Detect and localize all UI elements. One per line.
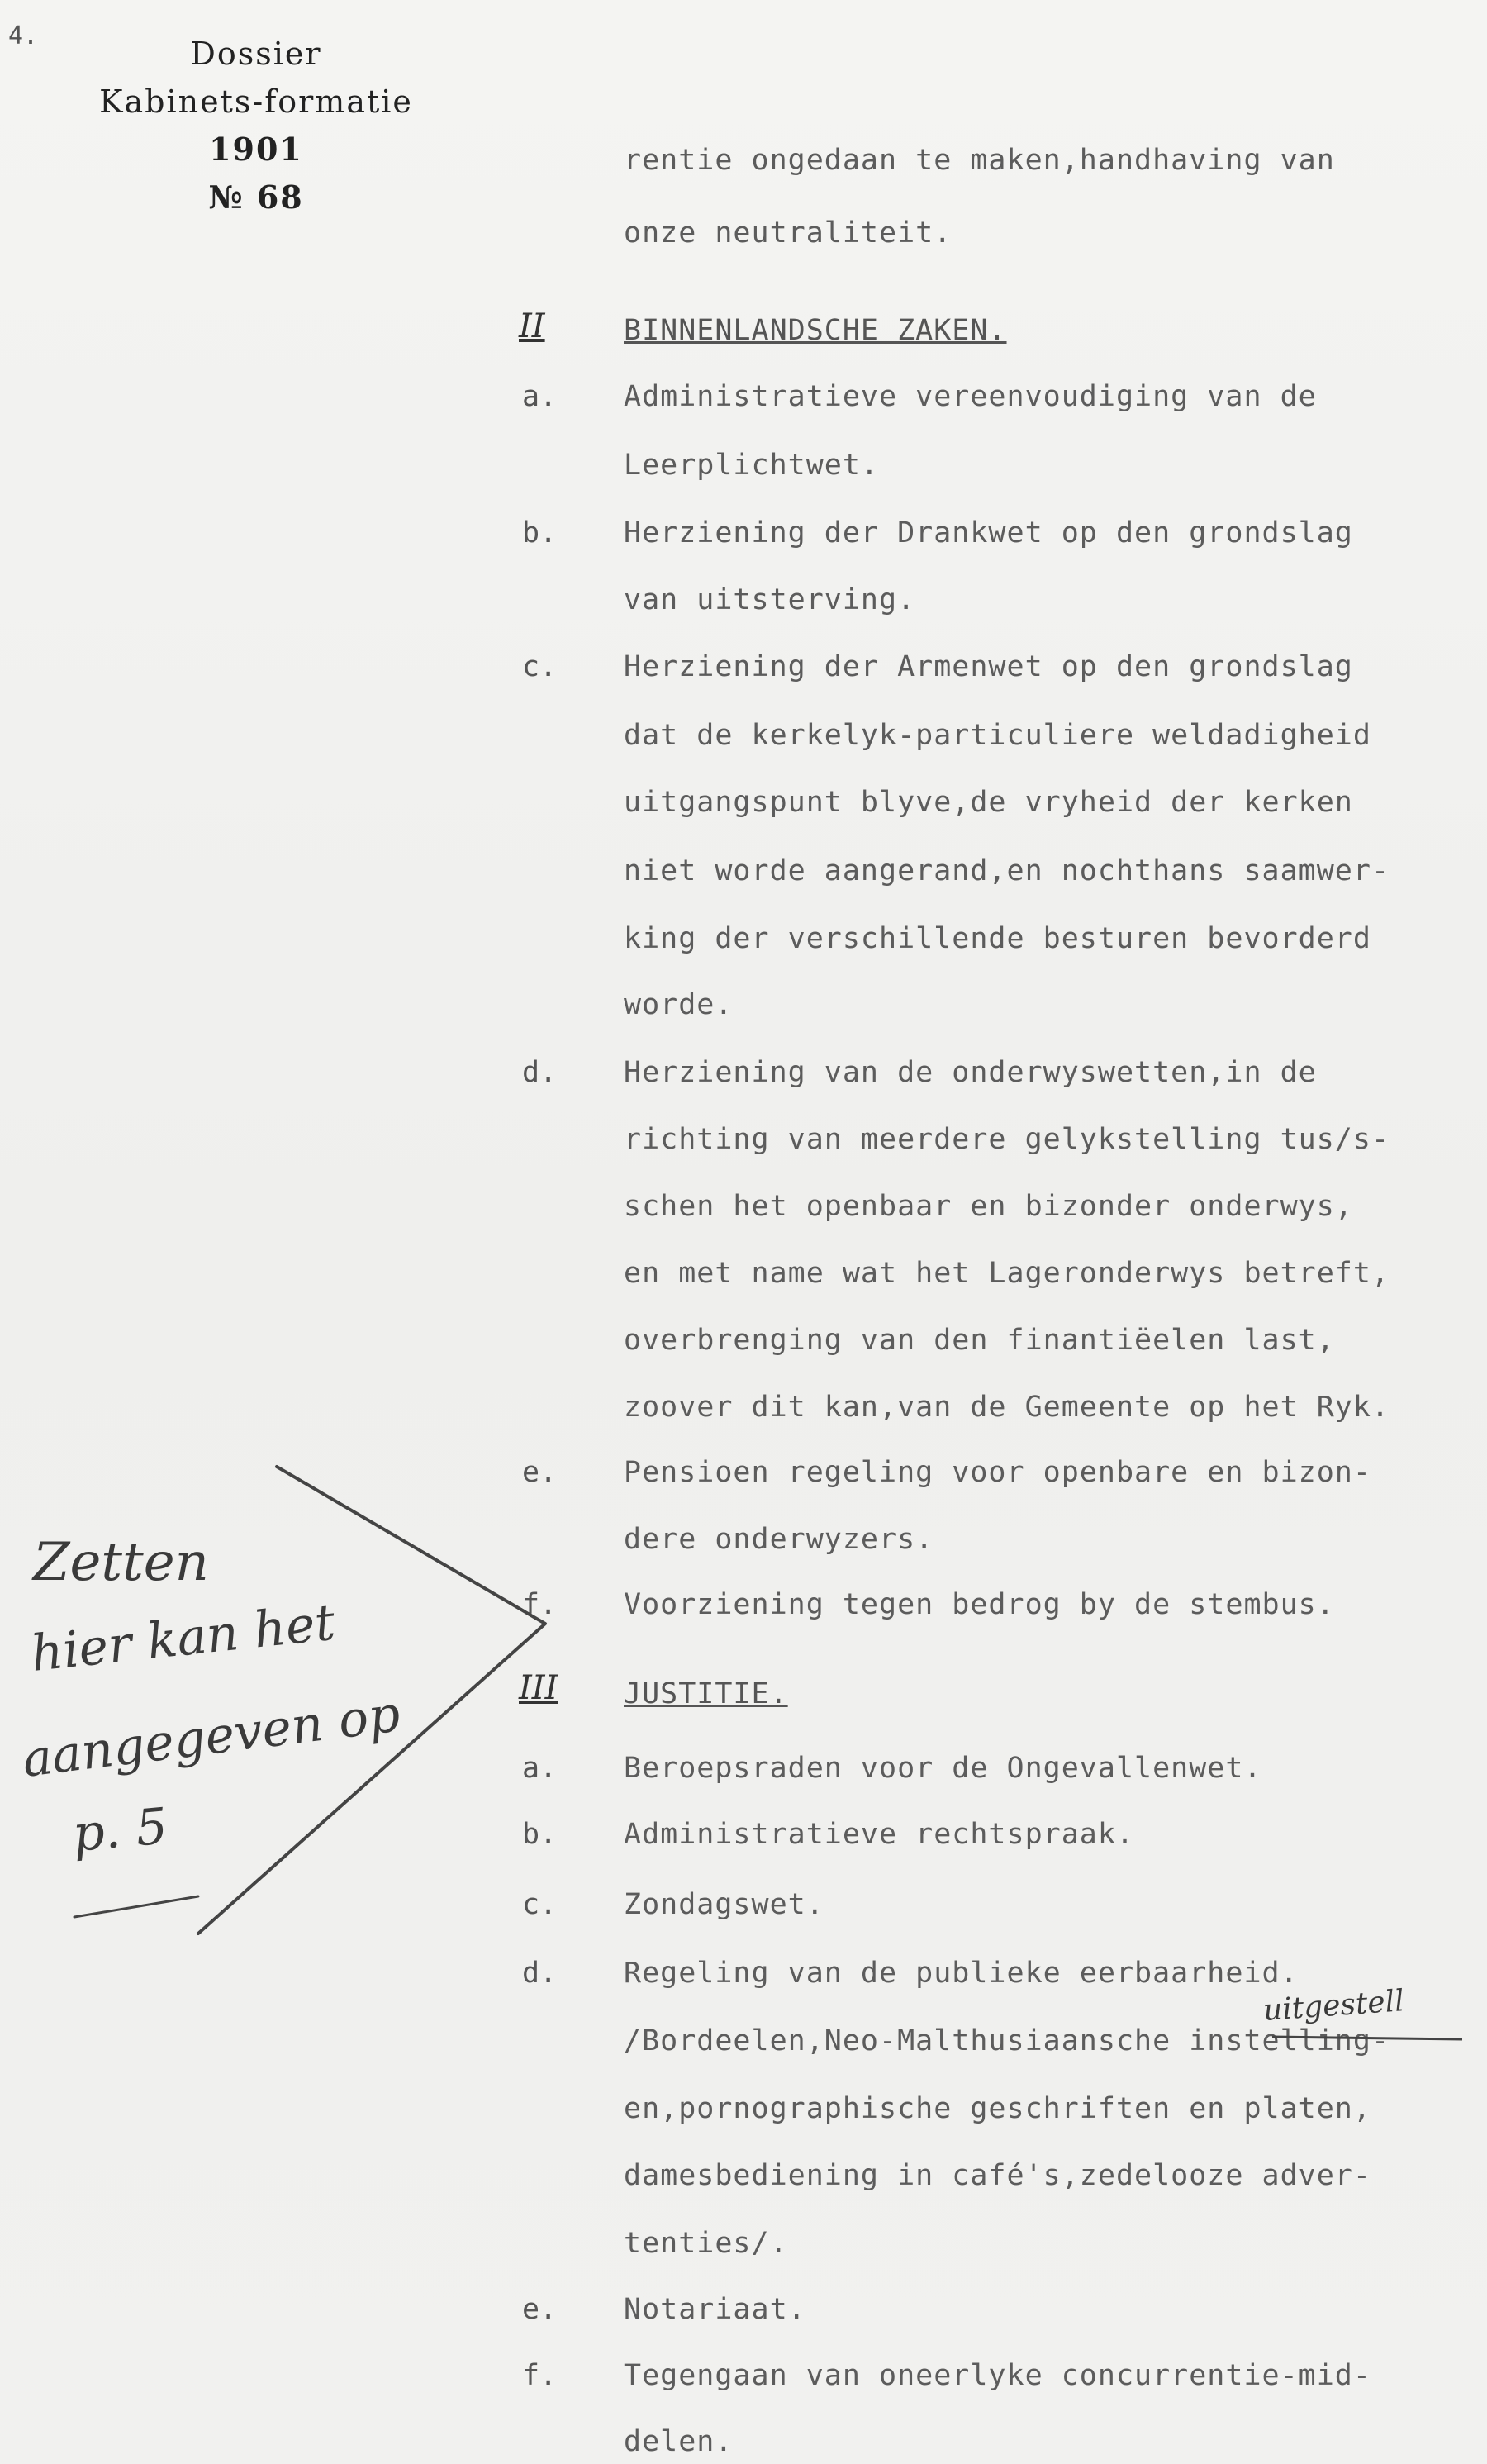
item-line: tenties/. [624,2227,788,2260]
item-letter: c. [522,650,558,683]
item-line: Voorziening tegen bedrog by de stembus. [624,1588,1335,1621]
item-line: dat de kerkelyk-particuliere weldadigheid [624,719,1371,752]
item-line: king der verschillende besturen bevorderd [624,922,1371,955]
item-line: Regeling van de publieke eerbaarheid. [624,1957,1299,1990]
underline-stroke-icon [74,1896,198,1917]
item-line: Herziening der Armenwet op den grondslag [624,650,1353,683]
stamp-line-year: 1901 [209,131,303,168]
stamp-line-dossier: Dossier [190,36,322,72]
item-line: worde. [624,988,734,1021]
item-letter: b. [522,1818,558,1851]
item-letter: c. [522,1888,558,1921]
item-line: Tegengaan van oneerlyke concurrentie-mid- [624,2359,1371,2392]
page-number: 4. [8,21,39,50]
stamp-line-kabinet: Kabinets-formatie [99,83,413,120]
item-line: Herziening van de onderwyswetten,in de [624,1056,1317,1089]
item-line: Herziening der Drankwet op den grondslag [624,516,1353,549]
strikethrough-icon [1272,2037,1462,2039]
item-line: Notariaat. [624,2293,806,2326]
item-line: en met name wat het Lageronderwys betreft, [624,1257,1390,1290]
item-letter: b. [522,516,558,549]
item-line: Beroepsraden voor de Ongevallenwet. [624,1752,1262,1785]
item-line: zoover dit kan,van de Gemeente op het Ryk. [624,1391,1390,1424]
section-numeral: III [519,1669,558,1707]
item-line: uitgangspunt blyve,de vryheid der kerken [624,786,1353,819]
item-letter: f. [522,2359,558,2392]
handwritten-correction: uitgestell [1261,1984,1406,2028]
item-line: niet worde aangerand,en nochthans saamwer- [624,854,1390,887]
item-line: Pensioen regeling voor openbare en bizon- [624,1456,1371,1489]
section-heading: BINNENLANDSCHE ZAKEN. [624,314,1007,347]
item-line: richting van meerdere gelykstelling tus/s- [624,1123,1390,1156]
item-line: dere onderwyzers. [624,1523,934,1556]
item-letter: d. [522,1056,558,1089]
intro-line: rentie ongedaan te maken,handhaving van [624,144,1335,177]
item-line: /Bordeelen,Neo-Malthusiaansche instelling- [624,2024,1390,2057]
handwritten-line: aangegeven op [19,1685,404,1789]
item-line: Leerplichtwet. [624,449,880,482]
item-line: Administratieve rechtspraak. [624,1818,1135,1851]
handwritten-line: Zetten [33,1532,209,1593]
item-line: overbrenging van den finantiëelen last, [624,1324,1335,1357]
handwritten-line: hier kan het [28,1593,338,1683]
item-letter: f. [522,1588,558,1621]
item-letter: d. [522,1957,558,1990]
item-letter: e. [522,1456,558,1489]
item-letter: a. [522,380,558,413]
intro-line: onze neutraliteit. [624,216,953,250]
item-line: Zondagswet. [624,1888,824,1921]
item-line: van uitsterving. [624,583,916,616]
stamp-line-number: № 68 [208,178,304,216]
item-line: damesbediening in café's,zedelooze adver- [624,2159,1371,2192]
section-heading: JUSTITIE. [624,1677,788,1710]
section-numeral: II [519,307,545,345]
item-line: Administratieve vereenvoudiging van de [624,380,1317,413]
item-letter: a. [522,1752,558,1785]
item-line: schen het openbaar en bizonder onderwys, [624,1190,1353,1223]
item-line: en,pornographische geschriften en platen, [624,2092,1371,2125]
item-letter: e. [522,2293,558,2326]
item-line: delen. [624,2425,734,2458]
handwritten-line: p. 5 [70,1797,170,1863]
